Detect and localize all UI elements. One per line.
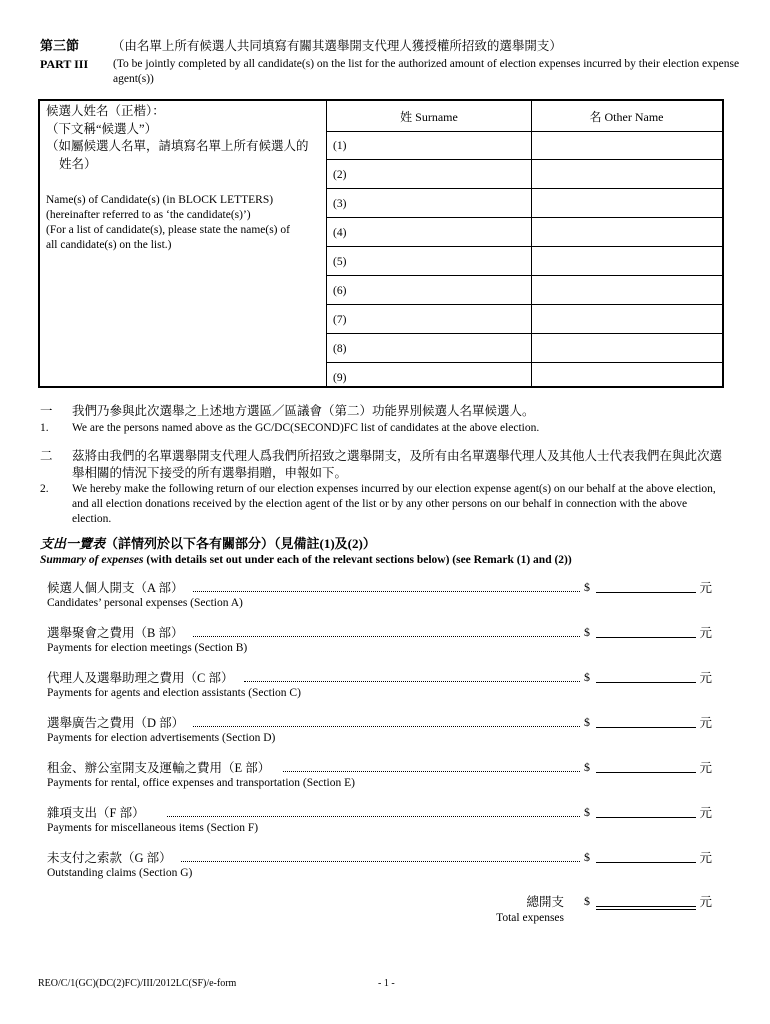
candidate-name-grid bbox=[326, 101, 722, 386]
candidate-label-en-4: all candidate(s) on the list.) bbox=[46, 238, 172, 251]
candidate-label-zh-4: 姓名） bbox=[59, 156, 97, 171]
statement-1-number-en: 1. bbox=[40, 422, 49, 434]
dotted-leader bbox=[167, 816, 580, 817]
candidate-row[interactable] bbox=[327, 160, 722, 189]
expense-label-zh: 雜項支出（F 部） bbox=[47, 806, 145, 820]
expense-label-en: Candidates’ personal expenses (Section A) bbox=[47, 597, 243, 609]
candidate-row-number: (6) bbox=[333, 285, 347, 297]
candidate-name-table bbox=[38, 99, 724, 388]
amount-field-section-g[interactable] bbox=[596, 862, 696, 863]
expense-item-section-a bbox=[47, 580, 712, 616]
candidate-row[interactable] bbox=[327, 276, 722, 305]
page-number: - 1 - bbox=[378, 978, 395, 989]
dollar-sign: $ bbox=[584, 670, 590, 684]
dollar-sign: $ bbox=[584, 580, 590, 594]
candidate-row[interactable] bbox=[327, 218, 722, 247]
candidate-label-zh-3: （如屬候選人名單，請填寫名單上所有候選人的 bbox=[46, 139, 309, 153]
currency-unit-zh: 元 bbox=[699, 626, 712, 640]
summary-title-zh-rest: （詳情列於以下各有關部分）（見備註(1)及(2)） bbox=[105, 536, 376, 551]
candidate-label-en-2: (hereinafter referred to as ‘the candidate(s)’) bbox=[46, 208, 251, 221]
part-header bbox=[40, 38, 740, 85]
candidate-table-header bbox=[327, 101, 722, 132]
dotted-leader bbox=[244, 681, 580, 682]
dotted-leader bbox=[181, 861, 580, 862]
currency-unit-zh: 元 bbox=[699, 851, 712, 865]
expense-label-en: Payments for rental, office expenses and transportation (Section E) bbox=[47, 777, 355, 789]
candidate-row[interactable] bbox=[327, 189, 722, 218]
statement-1 bbox=[40, 403, 730, 439]
total-amount-field[interactable] bbox=[596, 906, 696, 907]
expense-label-en: Payments for election advertisements (Section D) bbox=[47, 732, 276, 744]
candidate-row-number: (9) bbox=[333, 372, 347, 384]
summary-title-zh bbox=[40, 536, 376, 553]
expense-label-en: Payments for miscellaneous items (Section F) bbox=[47, 822, 259, 834]
candidate-label-en-1: Name(s) of Candidate(s) (in BLOCK LETTERS) bbox=[46, 194, 274, 206]
summary-title-en-rest: (with details set out under each of the relevant sections below) (see Remark (1) and (2)) bbox=[143, 554, 572, 566]
dollar-sign: $ bbox=[584, 760, 590, 774]
dollar-sign: $ bbox=[584, 625, 590, 639]
part-number-en: PART III bbox=[40, 57, 89, 71]
summary-title-en-emphasis: Summary of expenses bbox=[40, 554, 144, 566]
candidate-row-number: (2) bbox=[333, 169, 347, 181]
currency-unit-zh: 元 bbox=[699, 671, 712, 685]
total-label-zh: 總開支 bbox=[526, 895, 564, 909]
dollar-sign: $ bbox=[584, 894, 590, 908]
dollar-sign: $ bbox=[584, 850, 590, 864]
expense-label-zh: 代理人及選舉助理之費用（C 部） bbox=[47, 671, 234, 685]
currency-unit-zh: 元 bbox=[699, 716, 712, 730]
total-double-underline bbox=[596, 909, 696, 910]
column-header-other-name: 名 Other Name bbox=[589, 110, 664, 124]
expense-item-section-b bbox=[47, 625, 712, 661]
summary-title-zh-emphasis: 支出一覽表 bbox=[40, 536, 106, 551]
candidate-row-number: (1) bbox=[333, 140, 347, 152]
dotted-leader bbox=[193, 636, 580, 637]
amount-field-section-e[interactable] bbox=[596, 772, 696, 773]
statement-1-text-zh: 我們乃參與此次選舉之上述地方選區／區議會（第二）功能界別候選人名單候選人。 bbox=[72, 404, 535, 418]
candidate-row-number: (8) bbox=[333, 343, 347, 355]
statement-2 bbox=[40, 448, 730, 528]
expense-label-en: Outstanding claims (Section G) bbox=[47, 867, 193, 879]
statement-2-number-en: 2. bbox=[40, 483, 49, 495]
candidate-row-number: (3) bbox=[333, 198, 347, 210]
statement-1-text-en: We are the persons named above as the GC/DC(SECOND)FC list of candidates at the above election. bbox=[72, 422, 540, 434]
candidate-row-number: (7) bbox=[333, 314, 347, 326]
candidate-row[interactable] bbox=[327, 247, 722, 276]
currency-unit-zh: 元 bbox=[699, 806, 712, 820]
statement-2-text-zh: 茲將由我們的名單選舉開支代理人爲我們所招致之選舉開支，及所有由名單選舉代理人及其他人士代表我們在與此次選舉相關的情況下接受的所有選舉捐贈，申報如下。 bbox=[72, 449, 723, 480]
dollar-sign: $ bbox=[584, 715, 590, 729]
total-label-en: Total expenses bbox=[496, 912, 564, 924]
statement-1-number-zh: 一 bbox=[40, 404, 53, 418]
candidate-label-cell bbox=[40, 101, 326, 386]
expense-item-section-c bbox=[47, 670, 712, 706]
total-expenses bbox=[470, 894, 712, 930]
part-description-en: (To be jointly completed by all candidate(s) on the list for the authorized amount of election expenses incurred by their election expense agent(s)) bbox=[113, 58, 740, 85]
dotted-leader bbox=[283, 771, 580, 772]
summary-title-en bbox=[40, 553, 572, 568]
form-code: REO/C/1(GC)(DC(2)FC)/III/2012LC(SF)/e-form bbox=[38, 978, 237, 989]
expense-label-zh: 選舉廣告之費用（D 部） bbox=[47, 716, 185, 730]
part-title-zh: （由名單上所有候選人共同填寫有關其選舉開支代理人獲授權所招致的選舉開支） bbox=[111, 39, 562, 53]
candidate-row[interactable] bbox=[327, 305, 722, 334]
dotted-leader bbox=[193, 591, 580, 592]
candidate-label-en-3: (For a list of candidate(s), please state the name(s) of bbox=[46, 223, 290, 236]
expense-item-section-e bbox=[47, 760, 712, 796]
expense-label-en: Payments for election meetings (Section B) bbox=[47, 642, 248, 654]
candidate-row[interactable] bbox=[327, 363, 722, 386]
expense-label-zh: 租金、辦公室開支及運輸之費用（E 部） bbox=[47, 761, 271, 775]
dollar-sign: $ bbox=[584, 805, 590, 819]
candidate-label-zh-2: （下文稱“候選人”） bbox=[46, 121, 158, 136]
expense-label-zh: 未支付之索款（G 部） bbox=[47, 851, 172, 865]
candidate-label-zh-1: 候選人姓名（正楷）： bbox=[46, 104, 165, 118]
candidate-row[interactable] bbox=[327, 334, 722, 363]
part-number-zh: 第三節 bbox=[40, 38, 80, 53]
column-header-surname: 姓 Surname bbox=[400, 110, 458, 124]
amount-field-section-f[interactable] bbox=[596, 817, 696, 818]
expense-label-zh: 候選人個人開支（A 部） bbox=[47, 581, 184, 595]
currency-unit-zh: 元 bbox=[699, 581, 712, 595]
expense-item-section-d bbox=[47, 715, 712, 751]
amount-field-section-b[interactable] bbox=[596, 637, 696, 638]
currency-unit-zh: 元 bbox=[699, 895, 712, 909]
candidate-row[interactable] bbox=[327, 131, 722, 160]
statement-2-text-en: We hereby make the following return of our election expenses incurred by our election expense agent(s) on our behalf at the above election, and all election donations received by the election agent of the list or by any other persons on our behalf in connection with the above election. bbox=[72, 483, 716, 525]
expense-label-en: Payments for agents and election assistants (Section C) bbox=[47, 687, 301, 699]
expense-item-section-g bbox=[47, 850, 712, 886]
candidate-row-number: (5) bbox=[333, 256, 347, 268]
currency-unit-zh: 元 bbox=[699, 761, 712, 775]
dotted-leader bbox=[193, 726, 580, 727]
amount-field-section-d[interactable] bbox=[596, 727, 696, 728]
amount-field-section-c[interactable] bbox=[596, 682, 696, 683]
candidate-row-number: (4) bbox=[333, 227, 347, 239]
statement-2-number-zh: 二 bbox=[40, 449, 53, 463]
expense-label-zh: 選舉聚會之費用（B 部） bbox=[47, 626, 184, 640]
amount-field-section-a[interactable] bbox=[596, 592, 696, 593]
expense-item-section-f bbox=[47, 805, 712, 841]
